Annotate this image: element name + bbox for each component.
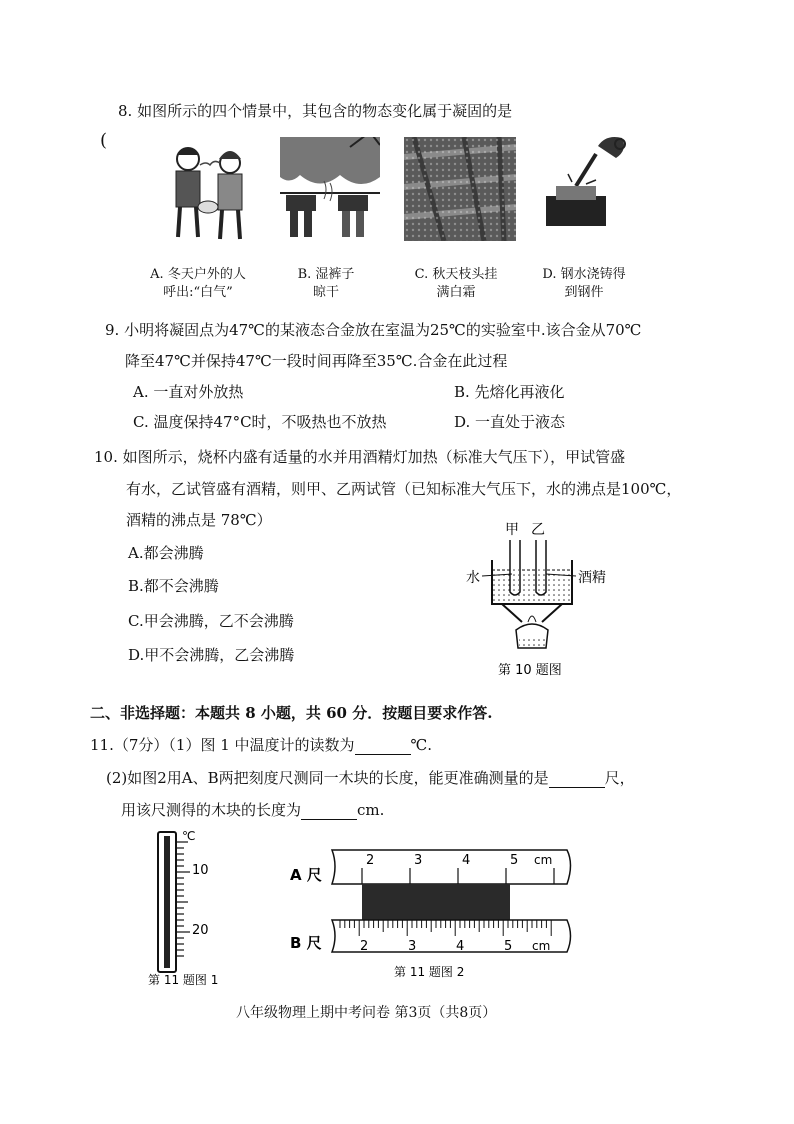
- q11-fig2-b-tick-3: 3: [408, 939, 417, 954]
- q8-image-a: [160, 137, 256, 243]
- q11-fig2-a-tick-4: 4: [462, 853, 471, 868]
- q11-fig2-a-unit: cm: [534, 853, 553, 867]
- q11-fig1-tick-20: 20: [192, 923, 209, 938]
- q8-option-b: B. 湿裤子 晾干: [297, 267, 355, 300]
- q11-fig2-a-tick-5: 5: [510, 853, 519, 868]
- q11-line3: 用该尺测得的木块的长度为 cm.: [121, 801, 385, 819]
- q8-answer-paren: (: [100, 130, 108, 151]
- q10-caption: 第 10 题图: [498, 663, 562, 678]
- q10-label-water: 水: [466, 570, 480, 586]
- q11-fig1-caption: 第 11 题图 1: [148, 973, 219, 987]
- q10-label-yi: 乙: [531, 522, 545, 538]
- q10-stem-line1: 10. 如图所示，烧杯内盛有适量的水并用酒精灯加热（标准大气压下），甲试管盛: [94, 448, 626, 466]
- q11-blank-temperature[interactable]: [355, 739, 411, 755]
- q11-fig1-unit: ℃: [182, 829, 196, 843]
- q10-label-alcohol: 酒精: [578, 570, 606, 586]
- q8-option-a: A. 冬天户外的人 呼出:“白气”: [150, 267, 246, 300]
- q9-stem-line2: 降至47℃并保持47℃一段时间再降至35℃.合金在此过程: [125, 352, 508, 370]
- q9-stem-line1: 9. 小明将凝固点为47℃的某液态合金放在室温为25℃的实验室中.该合金从70℃: [105, 321, 642, 339]
- q11-fig2-rulers: [282, 840, 578, 990]
- q11-fig2-b-tick-5: 5: [504, 939, 513, 954]
- q9-option-b: B. 先熔化再液化: [454, 383, 565, 401]
- q10-stem-line2: 有水，乙试管盛有酒精，则甲、乙两试管（已知标准大气压下，水的沸点是100℃，: [126, 480, 682, 498]
- q9-option-c: C. 温度保持47°C时，不吸热也不放热: [133, 413, 387, 431]
- q11-fig2-b-tick-4: 4: [456, 939, 465, 954]
- q11-fig2-b-tick-2: 2: [360, 939, 369, 954]
- q11-fig2-b-unit: cm: [532, 939, 551, 953]
- q10-option-d: D.甲不会沸腾，乙会沸腾: [128, 646, 295, 664]
- page-footer: 八年级物理上期中考问卷 第3页（共8页）: [236, 1005, 497, 1021]
- section2-heading: 二、非选择题：本题共 8 小题，共 60 分．按题目要求作答.: [90, 704, 493, 722]
- q10-option-b: B.都不会沸腾: [128, 577, 219, 595]
- q9-option-d: D. 一直处于液态: [454, 413, 566, 431]
- q10-option-a: A.都会沸腾: [128, 544, 204, 562]
- q11-fig2-a-tick-3: 3: [414, 853, 423, 868]
- q8-option-c: C. 秋天枝头挂 满白霜: [414, 267, 498, 300]
- q11-blank-length[interactable]: [301, 804, 357, 820]
- q8-image-c: [404, 137, 516, 241]
- q10-option-c: C.甲会沸腾，乙不会沸腾: [128, 612, 294, 630]
- q9-option-a: A. 一直对外放热: [133, 383, 244, 401]
- q8-image-d: [536, 130, 642, 242]
- q11-blank-ruler[interactable]: [549, 772, 605, 788]
- q8-option-d: D. 钢水浇铸得 到钢件: [542, 267, 626, 300]
- q11-fig1-thermometer: [140, 828, 230, 988]
- q11-line1: 11.（7分）（1）图 1 中温度计的读数为 ℃.: [90, 736, 433, 754]
- q11-line2: (2)如图2用A、B两把刻度尺测同一木块的长度，能更准确测量的是 尺，: [106, 769, 635, 787]
- q11-fig2-a-tick-2: 2: [366, 853, 375, 868]
- q10-label-jia: 甲: [505, 522, 519, 538]
- q10-figure: [462, 518, 612, 678]
- q8-stem: 8. 如图所示的四个情景中，其包含的物态变化属于凝固的是: [118, 102, 513, 120]
- q11-fig2-label-b: B 尺: [290, 934, 322, 952]
- q11-fig2-caption: 第 11 题图 2: [394, 965, 465, 979]
- q11-fig2-label-a: A 尺: [290, 866, 322, 884]
- q10-stem-line3: 酒精的沸点是 78℃）: [126, 511, 272, 529]
- q11-fig1-tick-10: 10: [192, 863, 209, 878]
- q8-image-b: [280, 137, 380, 243]
